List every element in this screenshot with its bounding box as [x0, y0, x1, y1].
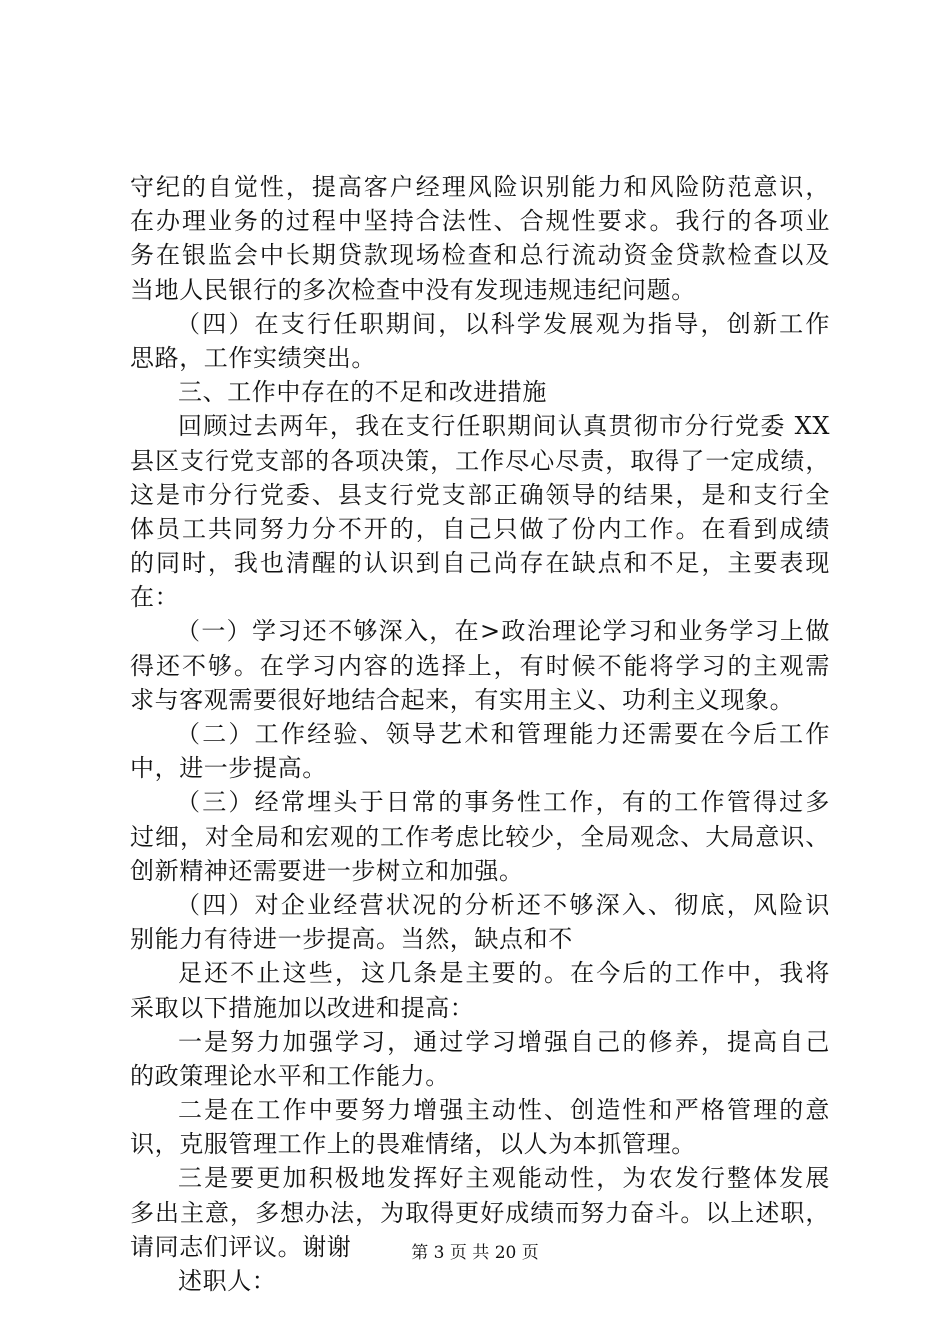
text-line: （三）经常埋头于日常的事务性工作，有的工作管得过多	[176, 788, 830, 817]
text-line: 在办理业务的过程中坚持合法性、合规性要求。我行的各项业	[130, 207, 830, 236]
text-line: 三是要更加积极地发挥好主观能动性，为农发行整体发展	[178, 1164, 830, 1193]
text-line: 请同志们评议。谢谢	[130, 1232, 352, 1261]
text-line: 的同时，我也清醒的认识到自己尚存在缺点和不足，主要表现	[130, 549, 830, 578]
text-line: 创新精神还需要进一步树立和加强。	[130, 856, 524, 885]
text-line: （二）工作经验、领导艺术和管理能力还需要在今后工作	[176, 720, 830, 748]
text-line: 务在银监会中长期贷款现场检查和总行流动资金贷款检查以及	[130, 241, 830, 270]
text-line: 二是在工作中要努力增强主动性、创造性和严格管理的意	[178, 1096, 830, 1125]
section-heading: 三、工作中存在的不足和改进措施	[178, 378, 547, 407]
text-line: 一是努力加强学习，通过学习增强自己的修养，提高自己	[178, 1027, 830, 1056]
text-line: 的政策理论水平和工作能力。	[130, 1061, 450, 1090]
text-line: 足还不止这些，这几条是主要的。在今后的工作中，我将	[178, 959, 830, 988]
text-line: 体员工共同努力分不开的，自己只做了份内工作。在看到成绩	[130, 514, 830, 543]
text-line: 得还不够。在学习内容的选择上，有时候不能将学习的主观需	[130, 651, 830, 680]
text-line: 县区支行党支部的各项决策，工作尽心尽责，取得了一定成绩，	[130, 446, 830, 475]
text-line: （一）学习还不够深入，在>政治理论学习和业务学习上做	[176, 617, 830, 646]
text-line: 守纪的自觉性，提高客户经理风险识别能力和风险防范意识，	[130, 173, 830, 201]
text-line: 识，克服管理工作上的畏难情绪，以人为本抓管理。	[130, 1130, 696, 1159]
text-line: 中，进一步提高。	[130, 754, 327, 783]
text-line: 采取以下措施加以改进和提高：	[130, 993, 475, 1022]
text-line: 这是市分行党委、县支行党支部正确领导的结果，是和支行全	[130, 480, 830, 509]
signature-line: 述职人：	[178, 1267, 277, 1295]
text-line: 思路，工作实绩突出。	[130, 343, 376, 372]
text-line: 当地人民银行的多次检查中没有发现违规违纪问题。	[130, 275, 696, 304]
text-line: 在：	[130, 583, 180, 612]
text-line: 求与客观需要很好地结合起来，有实用主义、功利主义现象。	[130, 685, 795, 714]
text-line: 多出主意，多想办法，为取得更好成绩而努力奋斗。以上述职，	[130, 1198, 830, 1227]
text-line: （四）在支行任职期间，以科学发展观为指导，创新工作	[176, 309, 830, 338]
page-number: 第 3 页 共 20 页	[411, 1243, 539, 1263]
text-line: 回顾过去两年，我在支行任职期间认真贯彻市分行党委 XX	[178, 412, 830, 441]
text-line: （四）对企业经营状况的分析还不够深入、彻底，风险识	[176, 890, 830, 919]
document-body	[130, 170, 830, 1298]
text-line: 过细，对全局和宏观的工作考虑比较少，全局观念、大局意识、	[130, 822, 830, 851]
text-line: 别能力有待进一步提高。当然，缺点和不	[130, 925, 573, 954]
